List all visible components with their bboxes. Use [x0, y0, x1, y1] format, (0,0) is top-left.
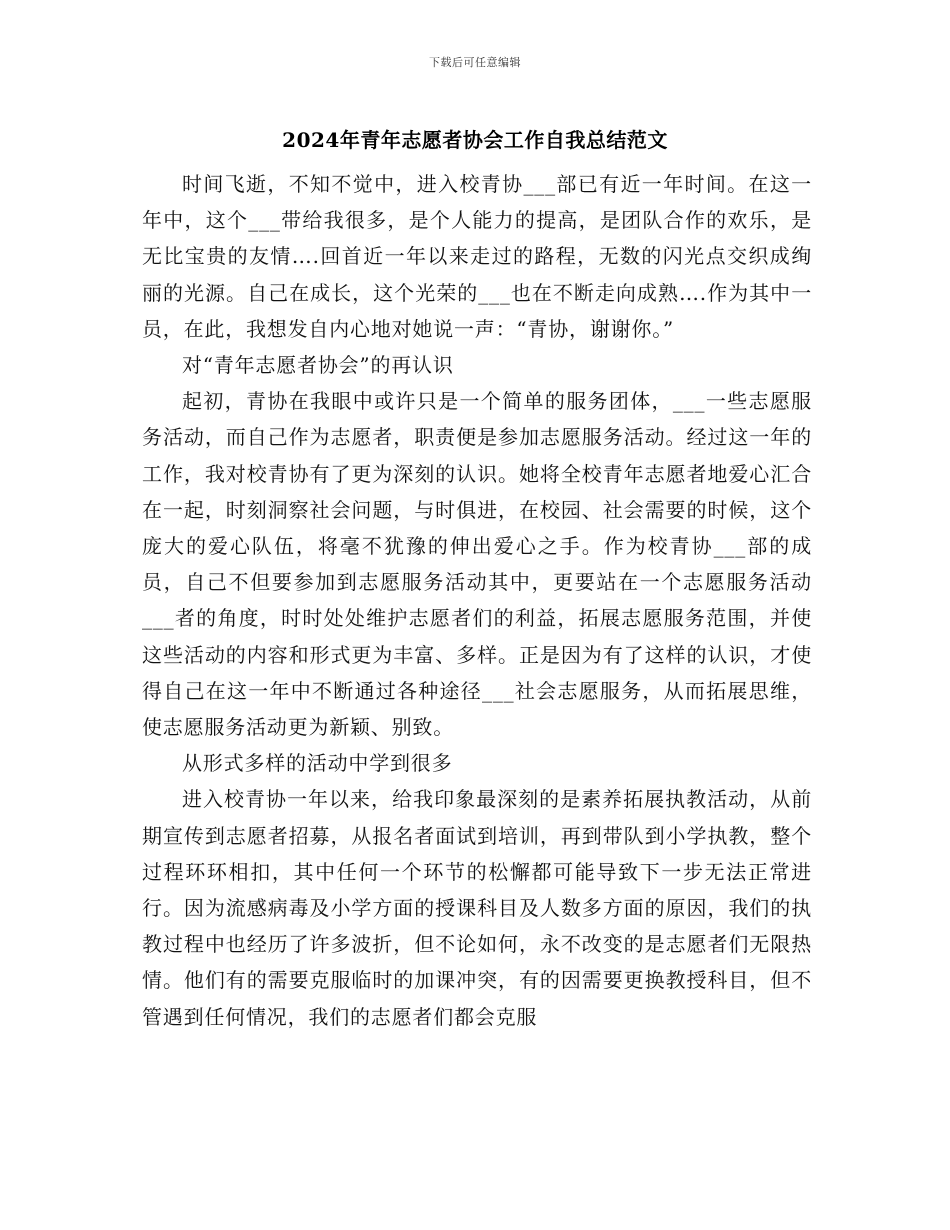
paragraph-activities: 进入校青协一年以来，给我印象最深刻的是素养拓展执教活动，从前期宣传到志愿者招募，从报名者面试到培训，再到带队到小学执教，整个过程环环相扣，其中任何一个环节的松懈都可能导致下一步无法正常进行。因为流感病毒及小学方面的授课科目及人数多方面的原因，我们的执教过程中也经历了许多波折，但不论如何，永不改变的是志愿者们无限热情。他们有的需要克服临时的加课冲突，有的因需要更换教授科目，但不管遇到任何情况，我们的志愿者们都会克服 — [142, 787, 812, 1029]
document-title: 2024年青年志愿者协会工作自我总结范文 — [282, 128, 668, 152]
paragraph-reunderstanding: 起初，青协在我眼中或许只是一个简单的服务团体，___一些志愿服务活动，而自己作为志愿者，职责便是参加志愿服务活动。经过这一年的工作，我对校青协有了更为深刻的认识。她将全校青年志愿者地爱心汇合在一起，时刻洞察社会问题，与时俱进，在校园、社会需要的时候，这个庞大的爱心队伍，将毫不犹豫的伸出爱心之手。作为校青协___部的成员，自己不但要参加到志愿服务活动其中，更要站在一个志愿服务活动___者的角度，时时处处维护志愿者们的利益，拓展志愿服务范围，并使这些活动的内容和形式更为丰富、多样。正是因为有了这样的认识，才使得自己在这一年中不断通过各种途径___社会志愿服务，从而拓展思维，使志愿服务活动更为新颖、别致。 — [142, 389, 812, 740]
section-heading-activities: 从形式多样的活动中学到很多 — [182, 751, 453, 776]
paragraph-intro: 时间飞逝，不知不觉中，进入校青协___部已有近一年时间。在这一年中，这个___带给我很多，是个人能力的提高，是团队合作的欢乐，是无比宝贵的友情….回首近一年以来走过的路程，无数的闪光点交织成绚丽的光源。自己在成长，这个光荣的___也在不断走向成熟….作为其中一员，在此，我想发自内心地对她说一声：“青协，谢谢你。” — [142, 172, 812, 341]
section-heading-reunderstanding: 对“青年志愿者协会”的再认识 — [182, 353, 454, 378]
header-note: 下载后可任意编辑 — [429, 56, 521, 69]
document-body — [142, 166, 812, 1035]
